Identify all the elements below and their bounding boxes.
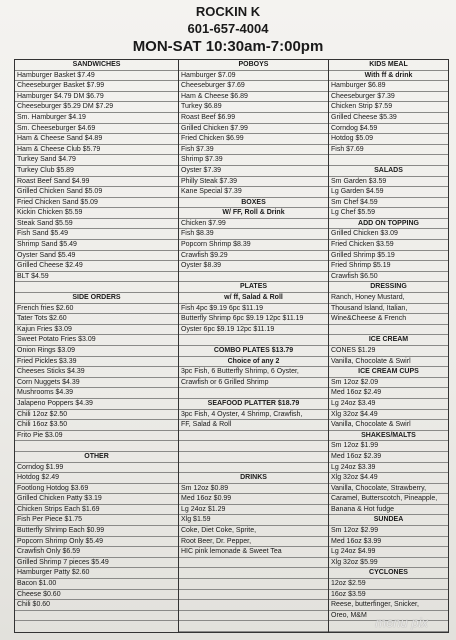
menu-line: Ham & Cheese Club $5.79 bbox=[15, 145, 178, 156]
menu-line: Corn Nuggets $4.39 bbox=[15, 378, 178, 389]
menu-line: Mushrooms $4.39 bbox=[15, 388, 178, 399]
menu-column-middle bbox=[179, 60, 329, 632]
menu-line: Reese, butterfinger, Snicker, bbox=[329, 600, 448, 611]
menu-line: Hotdog $5.09 bbox=[329, 134, 448, 145]
menu-line: Hamburger $7.09 bbox=[179, 71, 328, 82]
menu-section-heading: POBOYS bbox=[179, 60, 328, 71]
menu-line: Grilled Chicken $7.99 bbox=[179, 124, 328, 135]
menu-line: Jalapeno Poppers $4.39 bbox=[15, 399, 178, 410]
menu-line: Crawfish $9.29 bbox=[179, 251, 328, 262]
menu-line: Hamburger $6.89 bbox=[329, 81, 448, 92]
menu-line bbox=[179, 568, 328, 579]
menu-line: Cheese $0.60 bbox=[15, 590, 178, 601]
menu-line: FF, Salad & Roll bbox=[179, 420, 328, 431]
menu-line bbox=[179, 558, 328, 569]
menu-line: Hamburger $4.79 DM $6.79 bbox=[15, 92, 178, 103]
menu-section-heading: BOXES bbox=[179, 198, 328, 209]
menu-line: 12oz $2.59 bbox=[329, 579, 448, 590]
menu-line: Sm 12oz $1.99 bbox=[329, 441, 448, 452]
menu-line bbox=[179, 463, 328, 474]
menu-line: Kane Special $7.39 bbox=[179, 187, 328, 198]
menu-line: Cheeseburger $7.39 bbox=[329, 92, 448, 103]
menu-line bbox=[179, 388, 328, 399]
menu-line: Footlong Hotdog $3.69 bbox=[15, 484, 178, 495]
menu-line bbox=[15, 611, 178, 622]
menu-line: Grilled Shrimp $5.19 bbox=[329, 251, 448, 262]
menu-line: 16oz $3.59 bbox=[329, 590, 448, 601]
menu-line: 3pc Fish, 4 Oyster, 4 Shrimp, Crawfish, bbox=[179, 410, 328, 421]
menu-line: Chili 12oz $2.50 bbox=[15, 410, 178, 421]
menu-line: Crawfish or 6 Grilled Shrimp bbox=[179, 378, 328, 389]
menu-section-heading: With ff & drink bbox=[329, 71, 448, 82]
menu-line: Cheeses Sticks $4.39 bbox=[15, 367, 178, 378]
menu-line: Lg 24oz $3.39 bbox=[329, 463, 448, 474]
menu-line: Lg Garden $4.59 bbox=[329, 187, 448, 198]
menu-line: Turkey Sand $4.79 bbox=[15, 155, 178, 166]
menu-line: Hamburger Patty $2.60 bbox=[15, 568, 178, 579]
menu-line: Xlg 32oz $5.99 bbox=[329, 558, 448, 569]
menu-line: Shrimp $7.39 bbox=[179, 155, 328, 166]
menu-section-heading: DRINKS bbox=[179, 473, 328, 484]
menu-line: Med 16oz $3.99 bbox=[329, 537, 448, 548]
menu-line bbox=[179, 272, 328, 283]
menu-section-heading: PLATES bbox=[179, 282, 328, 293]
menu-line: Oyster $7.39 bbox=[179, 166, 328, 177]
menu-line: Oyster Sand $5.49 bbox=[15, 251, 178, 262]
menu-line bbox=[15, 441, 178, 452]
menu-line: Hotdog $2.49 bbox=[15, 473, 178, 484]
menu-line: Xlg 32oz $4.49 bbox=[329, 410, 448, 421]
menu-line bbox=[179, 335, 328, 346]
menu-line: Crawfish $6.50 bbox=[329, 272, 448, 283]
menu-line: Sm Chef $4.59 bbox=[329, 198, 448, 209]
menu-line bbox=[329, 325, 448, 336]
menu-line: Root Beer, Dr. Pepper, bbox=[179, 537, 328, 548]
menu-line: Cheeseburger Basket $7.99 bbox=[15, 81, 178, 92]
menu-line: Corndog $4.59 bbox=[329, 124, 448, 135]
menu-section-heading: SALADS bbox=[329, 166, 448, 177]
menu-line: Shrimp Sand $5.49 bbox=[15, 240, 178, 251]
menu-line: Cheeseburger $7.69 bbox=[179, 81, 328, 92]
menu-line: Med 16oz $2.49 bbox=[329, 388, 448, 399]
menu-section-heading: ICE CREAM bbox=[329, 335, 448, 346]
menu-line: Med 16oz $0.99 bbox=[179, 494, 328, 505]
menu-line: Grilled Chicken Patty $3.19 bbox=[15, 494, 178, 505]
menu-section-heading: SHAKES/MALTS bbox=[329, 431, 448, 442]
menu-line: Sm Garden $3.59 bbox=[329, 177, 448, 188]
menu-line: Steak Sand $5.59 bbox=[15, 219, 178, 230]
menu-line: Kajun Fries $3.09 bbox=[15, 325, 178, 336]
menu-section-heading: ICE CREAM CUPS bbox=[329, 367, 448, 378]
menu-line bbox=[329, 155, 448, 166]
menu-line: HIC pink lemonade & Sweet Tea bbox=[179, 547, 328, 558]
menu-line: Sm 12oz $0.89 bbox=[179, 484, 328, 495]
menu-grid bbox=[14, 59, 449, 633]
menu-line: Oyster $8.39 bbox=[179, 261, 328, 272]
menu-line: Sm 12oz $2.99 bbox=[329, 526, 448, 537]
menu-line: Thousand Island, Italian, bbox=[329, 304, 448, 315]
menu-line: Lg 24oz $1.29 bbox=[179, 505, 328, 516]
menu-line: Tater Tots $2.60 bbox=[15, 314, 178, 325]
menu-line: Philly Steak $7.39 bbox=[179, 177, 328, 188]
watermark: menu pix bbox=[375, 615, 428, 630]
menu-line: Oyster 6pc $9.19 12pc $11.19 bbox=[179, 325, 328, 336]
menu-line bbox=[179, 579, 328, 590]
menu-line: Grilled Cheese $2.49 bbox=[15, 261, 178, 272]
menu-line: Hamburger Basket $7.49 bbox=[15, 71, 178, 82]
menu-line: Bacon $1.00 bbox=[15, 579, 178, 590]
menu-line: Lg Chef $5.59 bbox=[329, 208, 448, 219]
menu-line: Sm. Cheeseburger $4.69 bbox=[15, 124, 178, 135]
menu-section-heading: SEAFOOD PLATTER $18.79 bbox=[179, 399, 328, 410]
restaurant-name: ROCKIN K bbox=[195, 4, 261, 19]
menu-line: Vanilla, Chocolate, Strawberry, bbox=[329, 484, 448, 495]
menu-line: Turkey Club $5.89 bbox=[15, 166, 178, 177]
menu-line: Fish 4pc $9.19 6pc $11.19 bbox=[179, 304, 328, 315]
menu-line: French fries $2.60 bbox=[15, 304, 178, 315]
menu-line: Ranch, Honey Mustard, bbox=[329, 293, 448, 304]
menu-line: Ham & Cheese $6.89 bbox=[179, 92, 328, 103]
menu-line: CONES $1.29 bbox=[329, 346, 448, 357]
menu-line: Fish $7.69 bbox=[329, 145, 448, 156]
menu-line: Fried Chicken $6.99 bbox=[179, 134, 328, 145]
menu-line: Chicken $7.99 bbox=[179, 219, 328, 230]
menu-line: Oreo, M&M bbox=[329, 611, 448, 622]
menu-line: Grilled Chicken Sand $5.09 bbox=[15, 187, 178, 198]
menu-line: Popcorn Shrimp Only $5.49 bbox=[15, 537, 178, 548]
menu-line: BLT $4.59 bbox=[15, 272, 178, 283]
menu-line bbox=[179, 452, 328, 463]
menu-line: Med 16oz $2.39 bbox=[329, 452, 448, 463]
menu-section-heading: OTHER bbox=[15, 452, 178, 463]
menu-line: Fish Per Piece $1.75 bbox=[15, 515, 178, 526]
menu-line: Butterfly Shrimp 6pc $9.19 12pc $11.19 bbox=[179, 314, 328, 325]
menu-line: Sm. Hamburger $4.19 bbox=[15, 113, 178, 124]
menu-line: Caramel, Butterscotch, Pineapple, bbox=[329, 494, 448, 505]
menu-line bbox=[179, 431, 328, 442]
menu-line: Lg 24oz $3.49 bbox=[329, 399, 448, 410]
menu-line: Xlg 32oz $4.49 bbox=[329, 473, 448, 484]
menu-section-heading: CYCLONES bbox=[329, 568, 448, 579]
menu-line: Ham & Cheese Sand $4.89 bbox=[15, 134, 178, 145]
menu-line: Chili $0.60 bbox=[15, 600, 178, 611]
menu-line: Banana & Hot fudge bbox=[329, 505, 448, 516]
menu-column-right bbox=[329, 60, 448, 632]
menu-line: Xlg $1.59 bbox=[179, 515, 328, 526]
menu-section-heading: W/ FF, Roll & Drink bbox=[179, 208, 328, 219]
menu-line: Fish $7.39 bbox=[179, 145, 328, 156]
menu-line: Chicken Strips Each $1.69 bbox=[15, 505, 178, 516]
phone-number: 601-657-4004 bbox=[187, 21, 269, 36]
menu-section-heading: DRESSING bbox=[329, 282, 448, 293]
menu-section-heading: KIDS MEAL bbox=[329, 60, 448, 71]
menu-line bbox=[15, 282, 178, 293]
menu-line bbox=[179, 611, 328, 622]
menu-line: Vanilla, Chocolate & Swirl bbox=[329, 357, 448, 368]
menu-section-heading: w/ ff, Salad & Roll bbox=[179, 293, 328, 304]
menu-line: Popcorn Shrimp $8.39 bbox=[179, 240, 328, 251]
menu-line: Vanilla, Chocolate & Swirl bbox=[329, 420, 448, 431]
menu-line: Grilled Cheese $5.39 bbox=[329, 113, 448, 124]
menu-section-heading: SUNDEA bbox=[329, 515, 448, 526]
menu-section-heading: COMBO PLATES $13.79 bbox=[179, 346, 328, 357]
menu-line: Coke, Diet Coke, Sprite, bbox=[179, 526, 328, 537]
menu-line: Frito Pie $3.09 bbox=[15, 431, 178, 442]
menu-line: Corndog $1.99 bbox=[15, 463, 178, 474]
menu-line: Chili 16oz $3.50 bbox=[15, 420, 178, 431]
menu-line: Onion Rings $3.09 bbox=[15, 346, 178, 357]
menu-line: Sm 12oz $2.09 bbox=[329, 378, 448, 389]
menu-line: Lg 24oz $4.99 bbox=[329, 547, 448, 558]
menu-line: Kickin Chicken $5.59 bbox=[15, 208, 178, 219]
menu-line bbox=[179, 600, 328, 611]
menu-line: Chicken Strip $7.59 bbox=[329, 102, 448, 113]
menu-line: 3pc Fish, 6 Butterfly Shrimp, 6 Oyster, bbox=[179, 367, 328, 378]
menu-line: Fish $8.39 bbox=[179, 229, 328, 240]
menu-section-heading: SANDWICHES bbox=[15, 60, 178, 71]
menu-column-left bbox=[15, 60, 179, 632]
menu-line: Crawfish Only $6.59 bbox=[15, 547, 178, 558]
menu-line bbox=[179, 441, 328, 452]
menu-line: Fried Chicken $3.59 bbox=[329, 240, 448, 251]
menu-line: Turkey $6.89 bbox=[179, 102, 328, 113]
menu-line: Butterfly Shrimp Each $0.99 bbox=[15, 526, 178, 537]
menu-line: Grilled Shrimp 7 pieces $5.49 bbox=[15, 558, 178, 569]
menu-line: Wine&Cheese & French bbox=[329, 314, 448, 325]
menu-line: Fried Pickles $3.39 bbox=[15, 357, 178, 368]
menu-line: Fried Shrimp $5.19 bbox=[329, 261, 448, 272]
menu-line: Fish Sand $5.49 bbox=[15, 229, 178, 240]
menu-line: Roast Beef $6.99 bbox=[179, 113, 328, 124]
menu-line: Cheeseburger $5.29 DM $7.29 bbox=[15, 102, 178, 113]
menu-section-heading: Choice of any 2 bbox=[179, 357, 328, 368]
menu-line: Sweet Potato Fries $3.09 bbox=[15, 335, 178, 346]
menu-line: Roast Beef Sand $4.99 bbox=[15, 177, 178, 188]
menu-line: Fried Chicken Sand $5.09 bbox=[15, 198, 178, 209]
business-hours: MON-SAT 10:30am-7:00pm bbox=[132, 38, 324, 55]
menu-line: Grilled Chicken $3.09 bbox=[329, 229, 448, 240]
menu-line bbox=[179, 621, 328, 632]
menu-section-heading: ADD ON TOPPING bbox=[329, 219, 448, 230]
menu-line bbox=[179, 590, 328, 601]
menu-section-heading: SIDE ORDERS bbox=[15, 293, 178, 304]
